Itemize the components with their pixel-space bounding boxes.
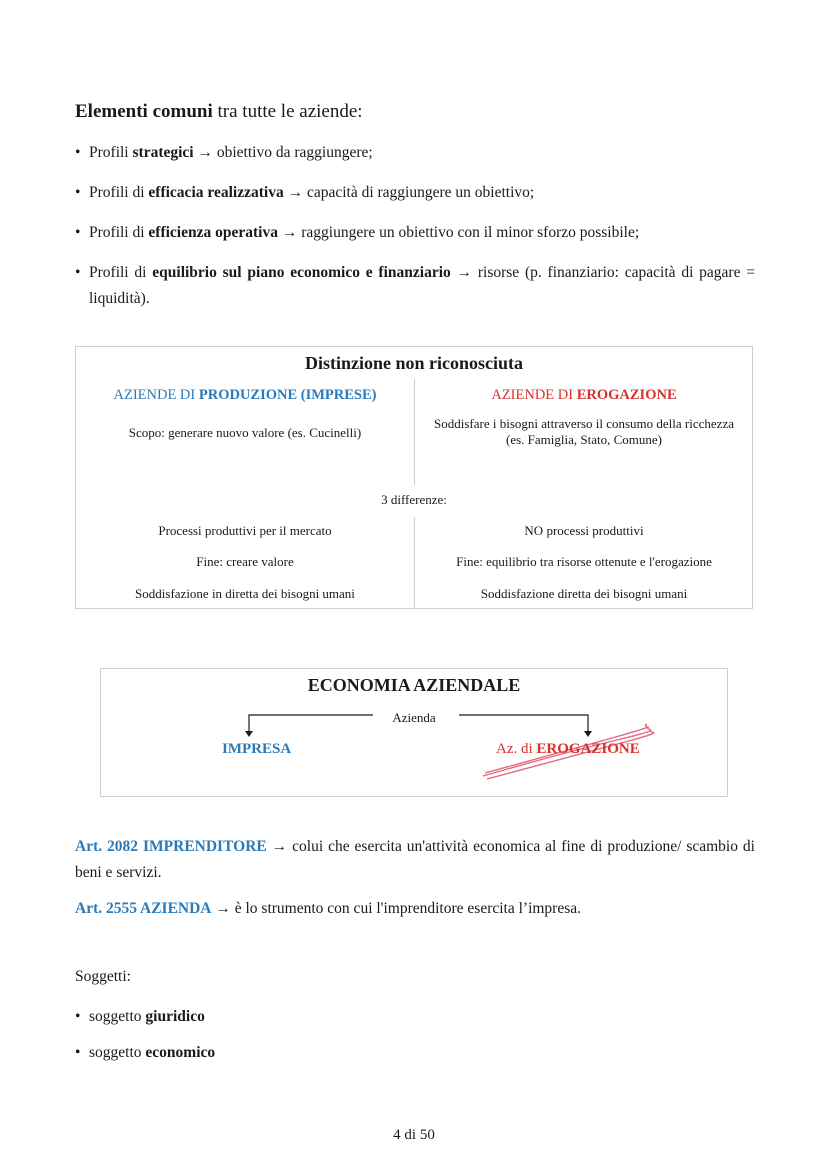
comparison-table [75, 346, 753, 609]
item-text: → raggiungere un obiettivo con il minor sforzo possibile; [277, 224, 640, 241]
item-bold: economico [145, 1044, 216, 1061]
profiles-list [75, 140, 755, 326]
economia-diagram [100, 668, 728, 797]
list-item [75, 1040, 215, 1066]
right-header-pre: AZIENDE DI [491, 387, 577, 403]
diagram-center-label: Azienda [392, 710, 436, 725]
soggetti-label: Soggetti: [75, 968, 131, 985]
right-label-pre: Az. di [496, 741, 537, 757]
article-ref: Art. 2082 IMPRENDITORE [75, 838, 267, 855]
right-desc [415, 416, 753, 448]
section-heading [75, 101, 363, 123]
arrow-left-head [245, 731, 253, 737]
heading-rest: tra tutte le aziende: [212, 101, 363, 122]
item-bold: efficacia realizzativa [148, 184, 284, 201]
article-text: → colui che esercita un'attività economica al fine di produzione/ scambio di beni e servizi. [75, 838, 755, 881]
right-header-bold: EROGAZIONE [576, 387, 677, 403]
diagram-left-label: IMPRESA [222, 741, 292, 757]
article-2082 [75, 834, 755, 886]
article-text: → è lo strumento con cui l'imprenditore esercita l’impresa. [211, 900, 582, 917]
left-header-bold: PRODUZIONE (IMPRESE) [198, 387, 377, 403]
right-row: NO processi produttivi [524, 523, 644, 538]
list-item [75, 1004, 215, 1030]
article-ref: Art. 2555 AZIENDA [75, 900, 212, 917]
item-text: → obiettivo da raggiungere; [193, 144, 373, 161]
item-bold: giuridico [145, 1008, 205, 1025]
article-2555 [75, 896, 581, 922]
item-text: Profili di [89, 224, 149, 241]
soggetti-list [75, 1004, 215, 1076]
left-row: Fine: creare valore [196, 554, 294, 569]
diagram-right-label [496, 741, 640, 758]
item-text: → capacità di raggiungere un obiettivo; [283, 184, 535, 201]
left-row: Processi produttivi per il mercato [158, 523, 332, 538]
list-item [75, 180, 755, 206]
left-row: Soddisfazione in diretta dei bisogni umani [135, 586, 355, 601]
item-text: soggetto [89, 1008, 146, 1025]
arrow-right-head [584, 731, 592, 737]
right-header [415, 387, 753, 404]
right-row: Fine: equilibrio tra risorse ottenute e l'erogazione [456, 554, 712, 569]
item-text: soggetto [89, 1044, 146, 1061]
list-item [75, 220, 755, 246]
right-row: Soddisfazione diretta dei bisogni umani [480, 586, 688, 601]
heading-bold: Elementi comuni [75, 101, 213, 122]
diagram-arrows [101, 669, 729, 798]
page-number: 4 di 50 [393, 1127, 435, 1143]
item-text: Profili [89, 144, 133, 161]
left-desc: Scopo: generare nuovo valore (es. Cucinelli) [128, 425, 362, 440]
item-bold: strategici [132, 144, 194, 161]
left-header [76, 387, 414, 404]
item-bold: equilibrio sul piano economico e finanziario [152, 264, 451, 281]
item-text: Profili di [89, 184, 149, 201]
list-item [75, 140, 755, 166]
item-text: Profili di [89, 264, 153, 281]
right-desc-line: (es. Famiglia, Stato, Comune) [506, 432, 662, 447]
table-title: Distinzione non riconosciuta [304, 353, 523, 373]
list-item [75, 260, 755, 312]
item-bold: efficienza operativa [148, 224, 278, 241]
item-text: → risorse (p. finanziario: capacità di pagare = liquidità). [89, 264, 755, 307]
left-header-pre: AZIENDE DI [113, 387, 199, 403]
differences-label: 3 differenze: [381, 492, 447, 507]
right-desc-line: Soddisfare i bisogni attraverso il consumo della ricchezza [434, 416, 734, 431]
right-label-bold: EROGAZIONE [536, 741, 640, 757]
diagram-title: ECONOMIA AZIENDALE [307, 675, 521, 695]
